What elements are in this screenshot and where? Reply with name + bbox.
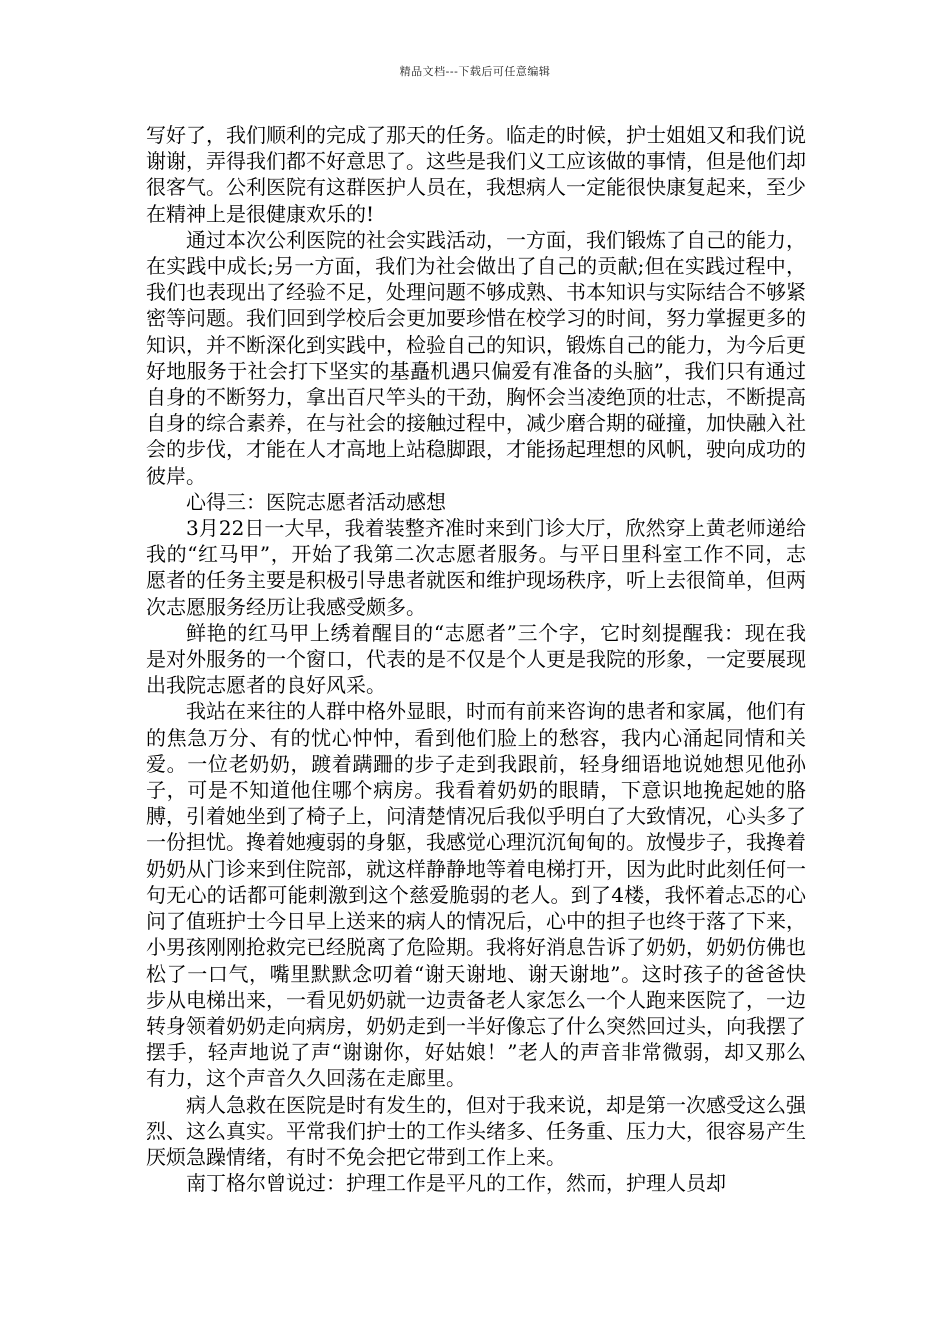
paragraph-continuation: 写好了，我们顺利的完成了那天的任务。临走的时候，护士姐姐又和我们说谢谢，弄得我们都不好意思了。这些是我们义工应该做的事情，但是他们却很客气。公利医院有这群医护人员在，我想病人一定能很快康复起来，至少在精神上是很健康欢乐的!	[146, 123, 806, 226]
paragraph-grandmother-story: 我站在来往的人群中格外显眼，时而有前来咨询的患者和家属，他们有的焦急万分、有的忧心忡忡，看到他们脸上的愁容，我内心涌起同情和关爱。一位老奶奶，踱着蹒跚的步子走到我跟前，轻身细语地说她想见他孙子，可是不知道他住哪个病房。我看着奶奶的眼睛，下意识地挽起她的胳膊，引着她坐到了椅子上，问清楚情况后我似乎明白了大致情况，心头多了一份担忧。搀着她瘦弱的身躯，我感觉心理沉沉甸甸的。放慢步子，我搀着奶奶从门诊来到住院部，就这样静静地等着电梯打开，因为此时此刻任何一句无心的话都可能刺激到这个慈爱脆弱的老人。到了4楼，我怀着忐忑的心问了值班护士今日早上送来的病人的情况后，心中的担子也终于落了下来，小男孩刚刚抢救完已经脱离了危险期。我将好消息告诉了奶奶，奶奶仿佛也松了一口气，嘴里默默念叨着“谢天谢地、谢天谢地”。这时孩子的爸爸快步从电梯出来，一看见奶奶就一边责备老人家怎么一个人跑来医院了，一边转身领着奶奶走向病房，奶奶走到一半好像忘了什么突然回过头，向我摆了摆手，轻声地说了声“谢谢你，好姑娘！”老人的声音非常微弱，却又那么有力，这个声音久久回荡在走廊里。	[146, 699, 806, 1091]
paragraph-volunteer-start: 3月22日一大早，我着装整齐准时来到门诊大厅，欣然穿上黄老师递给我的“红马甲”，开始了我第二次志愿者服务。与平日里科室工作不同，志愿者的任务主要是积极引导患者就医和维护现场秩序，听上去很简单，但两次志愿服务经历让我感受颇多。	[146, 516, 806, 619]
paragraph-emergency: 病人急救在医院是时有发生的，但对于我来说，却是第一次感受这么强烈、这么真实。平常我们护士的工作头绪多、任务重、压力大，很容易产生厌烦急躁情绪，有时不免会把它带到工作上来。	[146, 1092, 806, 1169]
paragraph-nightingale: 南丁格尔曾说过：护理工作是平凡的工作，然而，护理人员却	[186, 1171, 726, 1196]
paragraph-red-vest: 鲜艳的红马甲上绣着醒目的“志愿者”三个字，它时刻提醒我：现在我是对外服务的一个窗口，代表的是不仅是个人更是我院的形象，一定要展现出我院志愿者的良好风采。	[146, 620, 806, 698]
document-body	[146, 122, 806, 1196]
section-heading: 心得三：医院志愿者活动感想	[186, 489, 446, 514]
page-header: 精品文档---下载后可任意编辑	[399, 65, 551, 78]
paragraph-practice-summary: 通过本次公利医院的社会实践活动，一方面，我们锻炼了自己的能力，在实践中成长;另一方面，我们为社会做出了自己的贡献;但在实践过程中，我们也表现出了经验不足，处理问题不够成熟、书本知识与实际结合不够紧密等问题。我们回到学校后会更加要珍惜在校学习的时间，努力掌握更多的知识，并不断深化到实践中，检验自己的知识，锻炼自己的能力，为今后更好地服务于社会打下坚实的基矗机遇只偏爱有准备的头脑”，我们只有通过自身的不断努力，拿出百尺竿头的干劲，胸怀会当凌绝顶的壮志，不断提高自身的综合素养，在与社会的接触过程中，减少磨合期的碰撞，加快融入社会的步伐，才能在人才高地上站稳脚跟，才能扬起理想的风帆，驶向成功的彼岸。	[146, 227, 806, 488]
